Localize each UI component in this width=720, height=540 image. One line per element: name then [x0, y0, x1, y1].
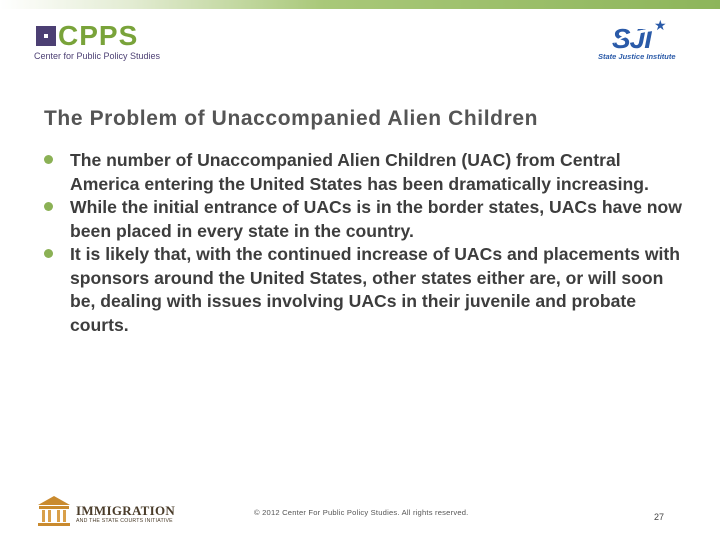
copyright-text: © 2012 Center For Public Policy Studies. All rights reserved.	[254, 508, 469, 517]
bullet-item	[44, 149, 684, 196]
sji-logo-subtitle: State Justice Institute	[598, 52, 676, 61]
sji-logo	[596, 18, 686, 64]
bullet-text: The number of Unaccompanied Alien Children (UAC) from Central America entering the United States has been dramatically increasing.	[70, 150, 649, 194]
bullet-list	[44, 149, 684, 337]
bullet-text: While the initial entrance of UACs is in the border states, UACs have now been placed in every state in the country.	[70, 197, 682, 241]
bullet-item	[44, 196, 684, 243]
top-accent-bar	[0, 0, 720, 9]
sji-logo-word: SJI	[612, 23, 652, 54]
cpps-logo-subtitle: Center for Public Policy Studies	[34, 51, 161, 61]
immigration-logo	[36, 494, 178, 530]
immigration-logo-subtitle: AND THE STATE COURTS INITIATIVE	[76, 518, 173, 524]
page-number: 27	[654, 512, 665, 522]
bullet-dot-icon	[44, 202, 53, 211]
star-icon: ★	[654, 17, 667, 33]
immigration-logo-word: IMMIGRATION	[76, 503, 176, 518]
courthouse-icon	[36, 494, 72, 528]
bullet-item	[44, 243, 684, 337]
cpps-logo-word: CPPS	[58, 20, 139, 51]
bullet-dot-icon	[44, 249, 53, 258]
cpps-logo	[34, 22, 164, 64]
bullet-dot-icon	[44, 155, 53, 164]
slide-title: The Problem of Unaccompanied Alien Children	[44, 107, 539, 130]
bullet-text: It is likely that, with the continued increase of UACs and placements with sponsors around the United States, other states either are, or will soon be, dealing with issues involving UACs in their juvenile and probate courts.	[70, 244, 681, 335]
cpps-square-icon	[36, 26, 56, 46]
